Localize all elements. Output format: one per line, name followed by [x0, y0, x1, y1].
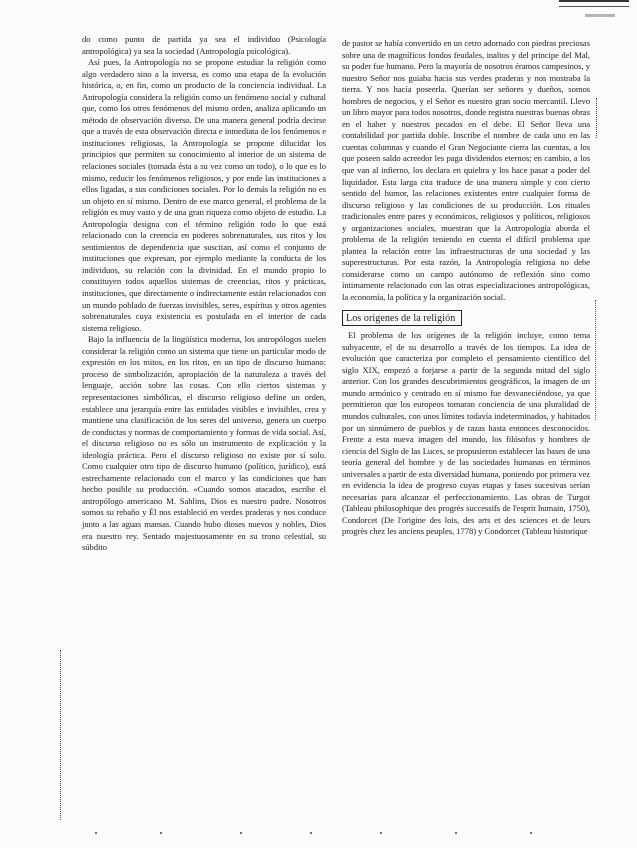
section-heading: Los orígenes de la religión	[342, 310, 462, 327]
margin-mark-left	[60, 650, 63, 820]
header-rule	[559, 0, 629, 7]
right-column	[342, 38, 590, 538]
section-heading-wrap	[342, 304, 590, 331]
right-paragraph-1: de pastor se había convertido en un cetro adornado con piedras preciosas sobre una de magníficos fondos feudales, inaltos y del principe del Mal, su poder fue humano. Pero la mayoría de nosotros éramos campesinos, y nuestro Señor nos guiaba hacia sus verdes praderas y nos mostraba la tierra. Y nos hacía poseerla. Querían ser señores y dueños, somos hombres de negocios, y el Señor es nuestro gran socio mercantil. Llevo un libro mayor para todos nosotros, donde registra nuestras buenas obras en el haber y nuestros pecados en el debe. El Señor lleva una contabilidad por partida doble. Inscribe el nombre de cada uno en las cuentas columnas y cuando el Gran Negociante cierra las cuentas, a los que poseen saldo acreedor les paga dividendos eternos; en cambio, a los que van al infierno, los declara en quiebra y los hace pasar a poder del liquidador. Esta larga cita traduce de una manera simple y con cierto sentido del humor, las relaciones existentes entre cualquier forma de discurso religioso y las condiciones de su producción. Los rituales tradicionales entre pares y económicos, religiosos y políticos, religiosos y organizaciones sociales, muestran que la Antropología aborda el problema de la religión teniendo en cuenta el difícil problema que plantea la relación entre las infraestructuras de una sociedad y las superestructuras. Por esta razón, la Antropología religiosa no debe considerarse como un campo autónomo de reflexión sino como íntimamente relacionado con las otras especializaciones antropológicas, la economía, la política y la organización social.	[342, 38, 590, 303]
left-paragraph-1: do como punto de partida ya sea el individuo (Psicología antropológica) ya sea la sociedad (Antropología psicológica).	[82, 34, 326, 56]
left-paragraph-2: Así pues, la Antropología no se propone estudiar la religión como algo verdadero sino a la inversa, es como una etapa de la evolución histórica, o, en fin, como un producto de la conciencia individual. La Antropología considera la religión como un fenómeno social y cultural que, como los otros fenómenos del mismo orden, analiza aplicando un método de observación diverso. De una manera general podría decirse que a través de esta observación directa e inmediata de los fenómenos e instituciones religiosas, la Antropología se propone dilucidar los principios que permiten su conocimiento al interior de un sistema de relaciones sociales (tomada ésta a su vez como un todo), o lo que es lo mismo, reducir los fenómenos religiosos, y por ende las instituciones a ellos ligadas, a sus condiciones sociales. Por lo demás la religión no es un objeto en sí mismo. Dentro de ese marco general, el problema de la religión es muy vasto y de una gran riqueza como objeto de estudio. La Antropología designa con el término religión todo lo que está relacionado con la creencia en poderes sobrenaturales, sus ritos y los sentimientos de dependencia que suscitan, así como el conjunto de instituciones que expresan, por ejemplo mediante la conducta de los individuos, su relación con la divinidad. En el mundo propio lo constituyen todos aquellos sistemas de creencias, ritos y prácticas, instituciones, que directamente o indirectamente están relacionados con un mundo poblado de fuerzas invisibles, seres, espíritus y otros agentes sobrenaturales cuya existencia es postulada en el interior de cada sistema religioso.	[82, 57, 326, 333]
margin-mark-middle	[595, 300, 598, 420]
right-paragraph-2: El problema de los orígenes de la religión incluye, como tema subyacente, el de su desarrollo a través de los tiempos. La idea de evolución que caracteriza por completo el pensamiento científico del siglo XIX, empezó a forjarse a partir de la segunda mitad del siglo anterior. Con los grandes descubrimientos geográficos, la imagen de un mundo armónico y centrado en sí mismo fue desvaneciéndose, ya que permitieron que los europeos tomaran conciencia de una pluralidad de mundos culturales, con unos límites todavía indeterminados, y habitados por un sinnúmero de pueblos y de razas hasta entonces desconocidos. Frente a esta nueva imagen del mundo, los filósofos y hombres de ciencia del Siglo de las Luces, se propusieron establecer las bases de una teoría general del hombre y de las sociedades humanas en términos universales a partir de esta diversidad humana, poniendo por primera vez en evidencia la idea de progreso cuyas etapas y fases sucesivas serían necesarias para alcanzar el perfeccionamiento. Las obras de Turgot (Tableau philosophique des progrès successifs de l'esprit humain, 1750), Condorcet (De l'origine des lois, des arts et des sciences et de leurs progrès chez les anciens peuples, 1778) y Condorcet (Tableau historique	[342, 330, 590, 537]
bottom-scan-dots	[0, 828, 637, 834]
left-paragraph-3: Bajo la influencia de la lingüística moderna, los antropólogos suelen considerar la religión como un sistema que tiene un particular modo de expresión en los mitos, en los ritos, en un tipo de discurso humano: proceso de simbolización, apropiación de la naturaleza a través del lenguaje, acción sobre las cosas. Con ello ciertos sistemas y representaciones simbólicas, el discurso religioso define un orden, establece una jerarquía entre las entidades visibles e invisibles, crea y mantiene una clasificación de los seres del universo, genera un cuerpo de conductas y normas de comportamiento y formas de vida social. Así, el discurso religioso no es sólo un instrumento de explicación y la ideología práctica. Pero el discurso religioso no existe por sí solo. Como cualquier otro tipo de discurso humano (político, jurídico), está estrechamente relacionado con el marco y las condiciones que han hecho posible su producción. «Cuando somos atacados, escribe el antropólogo americano M. Sahlins, Dios es nuestro padre. Nosotros somos su rebaño y Él nos estableció en verdes praderas y nos conduce junto a las aguas mansas. Cuando hubo dioses nuevos y nobles, Dios era nuestro rey. Sentado majestuosamente en su trono celestial, su súbdito	[82, 334, 326, 553]
scan-smudge	[585, 14, 615, 17]
left-column	[82, 34, 326, 554]
margin-mark-top	[596, 98, 599, 138]
